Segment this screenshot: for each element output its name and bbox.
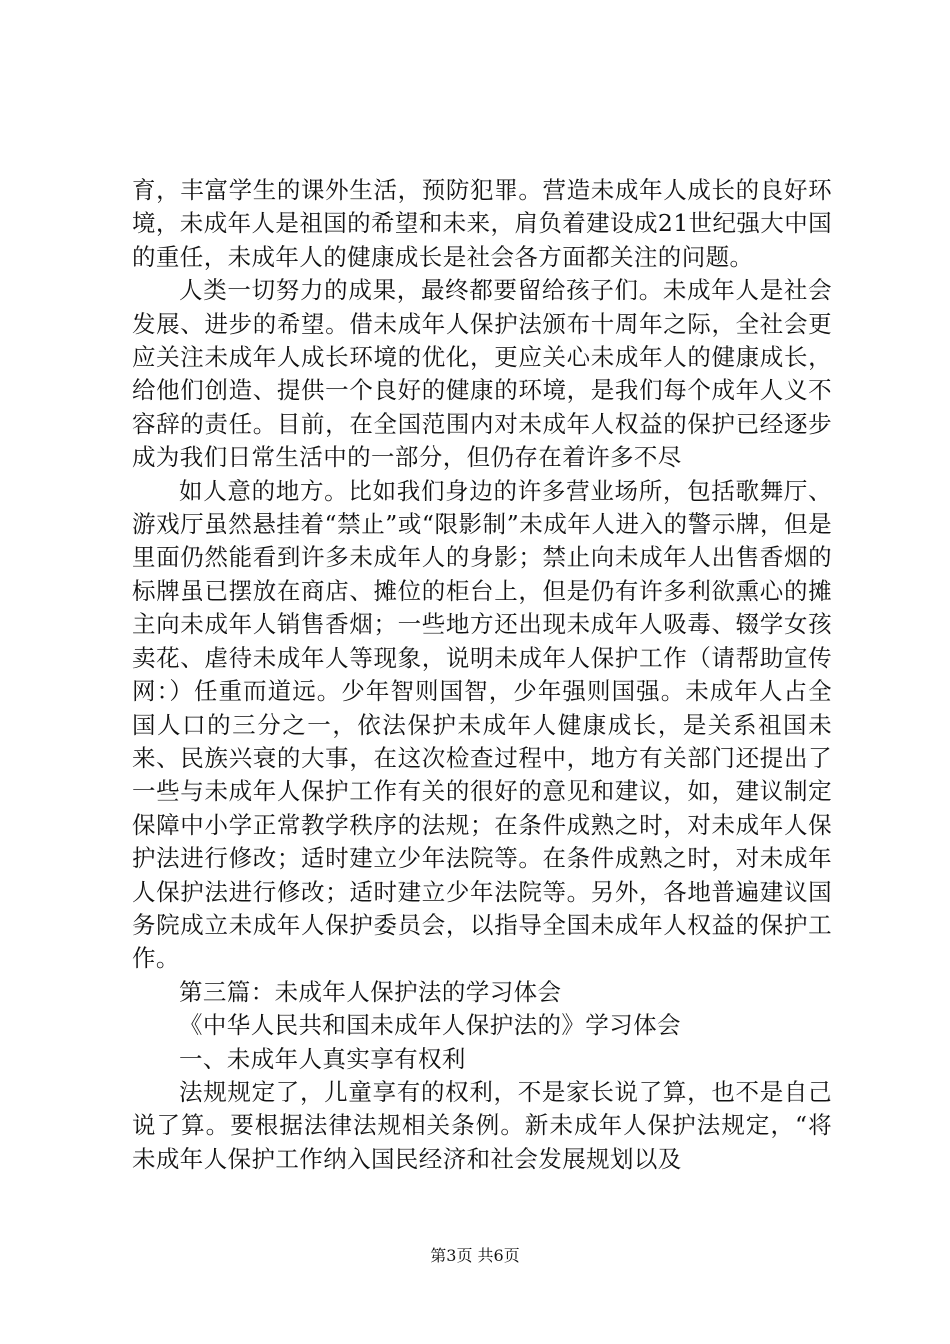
document-title: 《中华人民共和国未成年人保护法的》学习体会 <box>179 1011 681 1040</box>
subheading-1: 一、未成年人真实享有权利 <box>179 1044 466 1073</box>
paragraph-2: 人类一切努力的成果，最终都要留给孩子们。未成年人是社会发展、进步的希望。借未成年人保护法颁布十周年之际，全社会更应关注未成年人成长环境的优化，更应关心未成年人的健康成长，给他们创造、提供一个良好的健康的环境，是我们每个成年人义不容辞的责任。目前，在全国范围内对未成年人权益的保护已经逐步成为我们日常生活中的一部分，但仍存在着许多不尽 <box>132 276 832 472</box>
paragraph-1: 育，丰富学生的课外生活，预防犯罪。营造未成年人成长的良好环境，未成年人是祖国的希望和未来，肩负着建设成21世纪强大中国的重任，未成年人的健康成长是社会各方面都关注的问题。 <box>132 176 832 271</box>
section-heading: 第三篇：未成年人保护法的学习体会 <box>179 977 562 1006</box>
document-body <box>132 174 832 1176</box>
paragraph-3: 如人意的地方。比如我们身边的许多营业场所，包括歌舞厅、游戏厅虽然悬挂着“禁止”或“限影制”未成年人进入的警示牌，但是里面仍然能看到许多未成年人的身影；禁止向未成年人出售香烟的标牌虽已摆放在商店、摊位的柜台上，但是仍有许多利欲熏心的摊主向未成年人销售香烟；一些地方还出现未成年人吸毒、辍学女孩卖花、虐待未成年人等现象，说明未成年人保护工作（请帮助宣传网：）任重而道远。少年智则国智，少年强则国强。未成年人占全国人口的三分之一，依法保护未成年人健康成长，是关系祖国未来、民族兴衰的大事，在这次检查过程中，地方有关部门还提出了一些与未成年人保护工作有关的很好的意见和建议，如，建议制定保障中小学正常教学秩序的法规；在条件成熟之时，对未成年人保护法进行修改；适时建立少年法院等。在条件成熟之时，对未成年人保护法进行修改；适时建立少年法院等。另外，各地普遍建议国务院成立未成年人保护委员会，以指导全国未成年人权益的保护工作。 <box>132 476 832 973</box>
page-number-footer: 第3页 共6页 <box>430 1246 520 1265</box>
paragraph-4: 法规规定了，儿童享有的权利，不是家长说了算，也不是自己说了算。要根据法律法规相关条例。新未成年人保护法规定，“将未成年人保护工作纳入国民经济和社会发展规划以及 <box>132 1077 832 1173</box>
